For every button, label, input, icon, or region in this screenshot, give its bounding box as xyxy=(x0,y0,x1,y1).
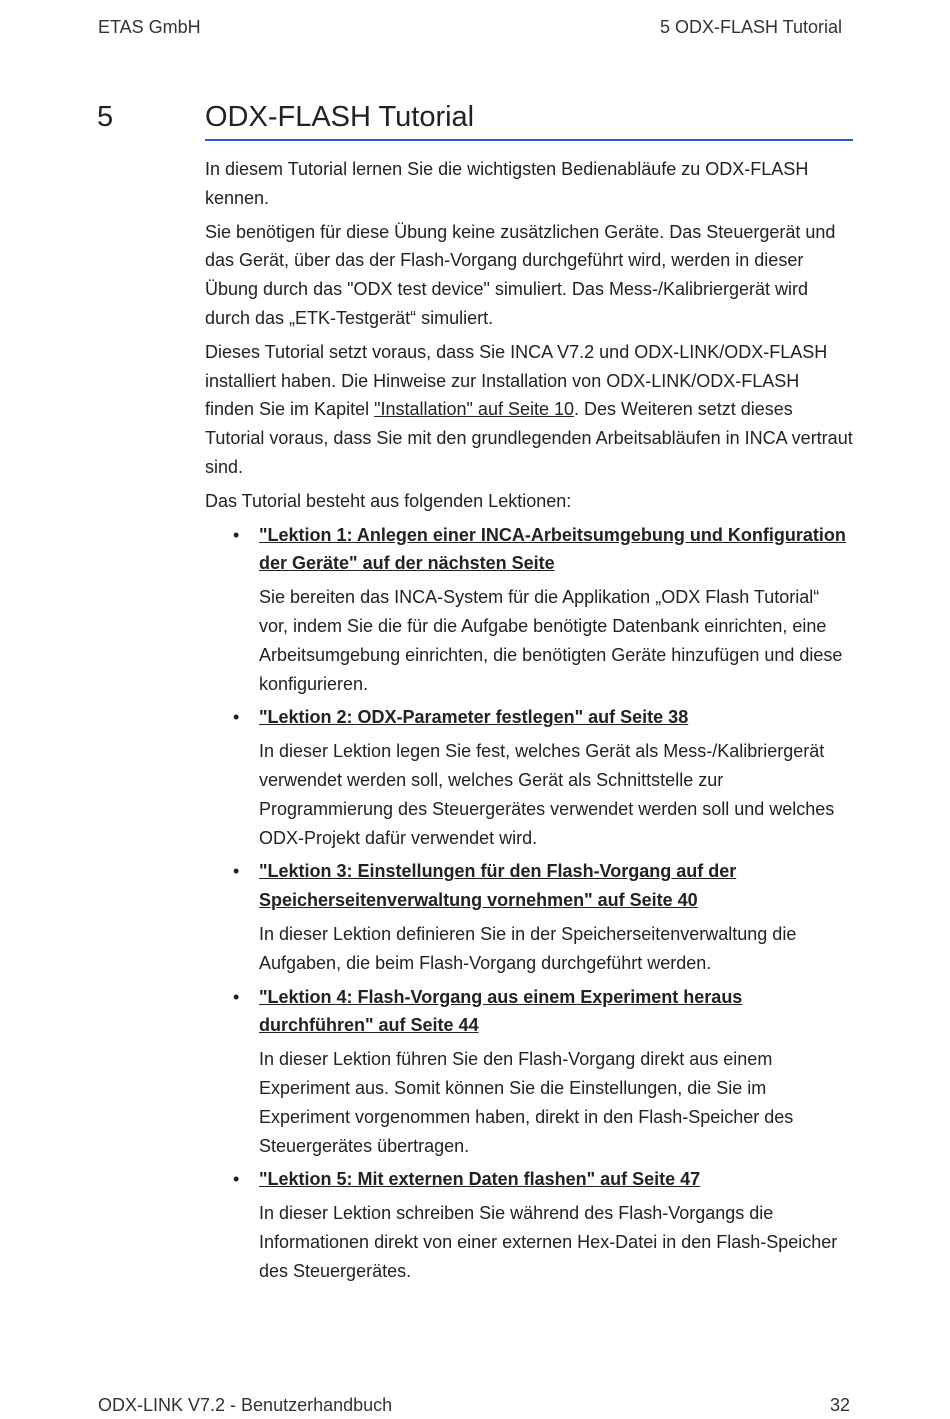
bullet-icon: • xyxy=(233,707,240,728)
lesson-item-4 xyxy=(205,983,853,1161)
lesson-2-description: In dieser Lektion legen Sie fest, welches Gerät als Mess-/Kalibriergerät verwendet werden soll, welches Gerät als Schnittstelle zur Programmierung des Steuergerätes verwendet werden soll und welches ODX-Projekt dafür verwendet wird. xyxy=(259,741,835,848)
chapter-number: 5 xyxy=(97,101,114,133)
prerequisites-paragraph xyxy=(205,338,853,482)
lesson-item-1 xyxy=(205,521,853,699)
title-underline-rule xyxy=(205,139,853,141)
lesson-4-link[interactable]: "Lektion 4: Flash-Vorgang aus einem Experiment heraus durchführen" auf Seite 44 xyxy=(259,986,743,1036)
bullet-icon: • xyxy=(233,524,240,545)
lesson-list xyxy=(205,521,853,1286)
footer-page-number: 32 xyxy=(829,1395,850,1415)
lesson-item-2 xyxy=(205,703,853,852)
chapter-body xyxy=(205,155,853,1285)
devices-paragraph: Sie benötigen für diese Übung keine zusätzlichen Geräte. Das Steuergerät und das Gerät, über das der Flash-Vorgang durchgeführt wird, werden in dieser Übung durch das "ODX test device" simuliert. Das Mess-/Kalibriergerät wird durch das „ETK-Testgerät“ simuliert. xyxy=(205,221,836,328)
running-header-chapter: 5 ODX-FLASH Tutorial xyxy=(659,17,842,37)
lesson-5-link[interactable]: "Lektion 5: Mit externen Daten flashen" auf Seite 47 xyxy=(259,1169,701,1190)
prerequisites-text-start: Dieses Tutorial setzt voraus, dass Sie INCA V7.2 und ODX-LINK/ODX-FLASH installiert haben. Die Hinweise zur Installation von ODX-LINK/ODX-FLASH finden Sie im Kapitel xyxy=(205,341,828,420)
prerequisites-text-end: . Des Weiteren setzt dieses Tutorial voraus, dass Sie mit den grundlegenden Arbeitsabläufen in INCA vertraut sind. xyxy=(205,399,853,477)
footer-manual-title: ODX-LINK V7.2 - Benutzerhandbuch xyxy=(98,1395,393,1415)
lesson-item-3 xyxy=(205,857,853,977)
lesson-4-description: In dieser Lektion führen Sie den Flash-Vorgang direkt aus einem Experiment aus. Somit können Sie die Einstellungen, die Sie im Experiment vorgenommen haben, direkt in den Flash-Speicher des Steuergerätes übertragen. xyxy=(259,1049,794,1156)
lesson-5-description: In dieser Lektion schreiben Sie während des Flash-Vorgangs die Informationen direkt von einer externen Hex-Datei in den Flash-Speicher des Steuergerätes. xyxy=(259,1203,838,1281)
lesson-1-link[interactable]: "Lektion 1: Anlegen einer INCA-Arbeitsumgebung und Konfiguration der Geräte" auf der nächsten Seite xyxy=(259,524,846,574)
bullet-icon: • xyxy=(233,986,240,1007)
lesson-2-link[interactable]: "Lektion 2: ODX-Parameter festlegen" auf Seite 38 xyxy=(259,707,689,728)
lesson-item-5 xyxy=(205,1165,853,1285)
lessons-intro-paragraph: Das Tutorial besteht aus folgenden Lektionen: xyxy=(205,490,572,511)
chapter-title: ODX-FLASH Tutorial xyxy=(205,101,475,133)
bullet-icon: • xyxy=(233,1169,240,1190)
intro-paragraph: In diesem Tutorial lernen Sie die wichtigsten Bedienabläufe zu ODX-FLASH kennen. xyxy=(205,159,809,208)
bullet-icon: • xyxy=(233,861,240,882)
running-header-company: ETAS GmbH xyxy=(98,17,201,37)
lesson-3-description: In dieser Lektion definieren Sie in der Speicherseitenverwaltung die Aufgaben, die beim Flash-Vorgang durchgeführt werden. xyxy=(259,923,797,973)
installation-link[interactable]: "Installation" auf Seite 10 xyxy=(374,399,575,420)
lesson-3-link[interactable]: "Lektion 3: Einstellungen für den Flash-Vorgang auf der Speicherseitenverwaltung vornehmen" auf Seite 40 xyxy=(259,861,737,911)
lesson-1-description: Sie bereiten das INCA-System für die Applikation „ODX Flash Tutorial“ vor, indem Sie die für die Aufgabe benötigte Datenbank einrichten, eine Arbeitsumgebung einrichten, die benötigten Geräte hinzufügen und diese konfigurieren. xyxy=(259,587,843,694)
